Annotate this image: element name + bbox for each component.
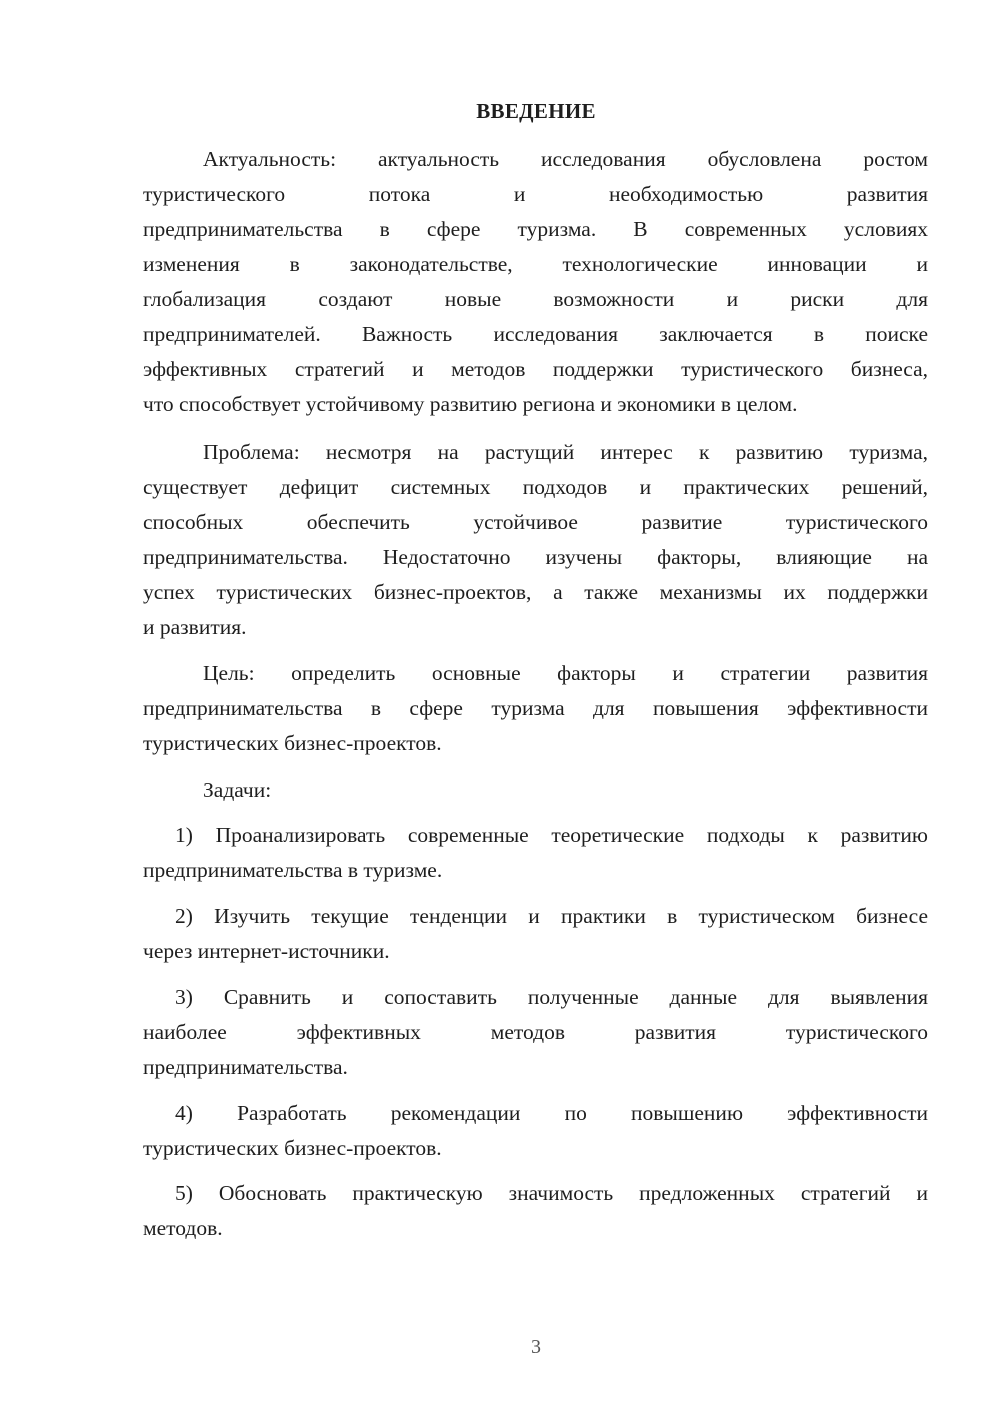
text-line: способных обеспечить устойчивое развитие туристического — [143, 510, 928, 534]
paragraph-problem — [143, 435, 928, 645]
text-line: 4) Разработать рекомендации по повышению эффективности — [175, 1101, 928, 1125]
text-line: предпринимательства в сфере туризма. В современных условиях — [143, 217, 928, 241]
text-line: существует дефицит системных подходов и практических решений, — [143, 475, 928, 499]
text-line: через интернет-источники. — [143, 939, 390, 963]
tasks-label: Задачи: — [203, 778, 272, 802]
text-line: Проблема: несмотря на растущий интерес к развитию туризма, — [203, 440, 928, 464]
paragraph-relevance — [143, 142, 928, 422]
text-line: что способствует устойчивому развитию региона и экономики в целом. — [143, 392, 798, 416]
task-item-2 — [143, 899, 928, 969]
text-line: туристического потока и необходимостью развития — [143, 182, 928, 206]
text-line: изменения в законодательстве, технологические инновации и — [143, 252, 928, 276]
text-line: Цель: определить основные факторы и стратегии развития — [203, 661, 928, 685]
task-item-5 — [143, 1176, 928, 1246]
task-item-4 — [143, 1096, 928, 1166]
text-line: предпринимательства в туризме. — [143, 858, 443, 882]
text-line: предпринимательства. — [143, 1055, 348, 1079]
page-title: ВВЕДЕНИЕ — [476, 99, 596, 123]
text-line: предпринимательства. Недостаточно изучены факторы, влияющие на — [143, 545, 928, 569]
text-line: предпринимателей. Важность исследования заключается в поиске — [143, 322, 928, 346]
text-line: эффективных стратегий и методов поддержки туристического бизнеса, — [143, 357, 928, 381]
text-line: 1) Проанализировать современные теоретические подходы к развитию — [175, 823, 928, 847]
text-line: туристических бизнес-проектов. — [143, 1136, 442, 1160]
text-line: 2) Изучить текущие тенденции и практики в туристическом бизнесе — [175, 904, 928, 928]
text-line: туристических бизнес-проектов. — [143, 731, 442, 755]
text-line: предпринимательства в сфере туризма для повышения эффективности — [143, 696, 928, 720]
text-line: глобализация создают новые возможности и риски для — [143, 287, 928, 311]
text-line: наиболее эффективных методов развития туристического — [143, 1020, 928, 1044]
task-item-1 — [143, 818, 928, 888]
text-line: успех туристических бизнес-проектов, а также механизмы их поддержки — [143, 580, 928, 604]
task-item-3 — [143, 980, 928, 1085]
text-line: 3) Сравнить и сопоставить полученные данные для выявления — [175, 985, 928, 1009]
page-number: 3 — [531, 1336, 541, 1358]
text-line: Актуальность: актуальность исследования обусловлена ростом — [203, 147, 928, 171]
text-line: 5) Обосновать практическую значимость предложенных стратегий и — [175, 1181, 928, 1205]
text-line: методов. — [143, 1216, 223, 1240]
text-line: и развития. — [143, 615, 247, 639]
paragraph-goal — [143, 656, 928, 761]
